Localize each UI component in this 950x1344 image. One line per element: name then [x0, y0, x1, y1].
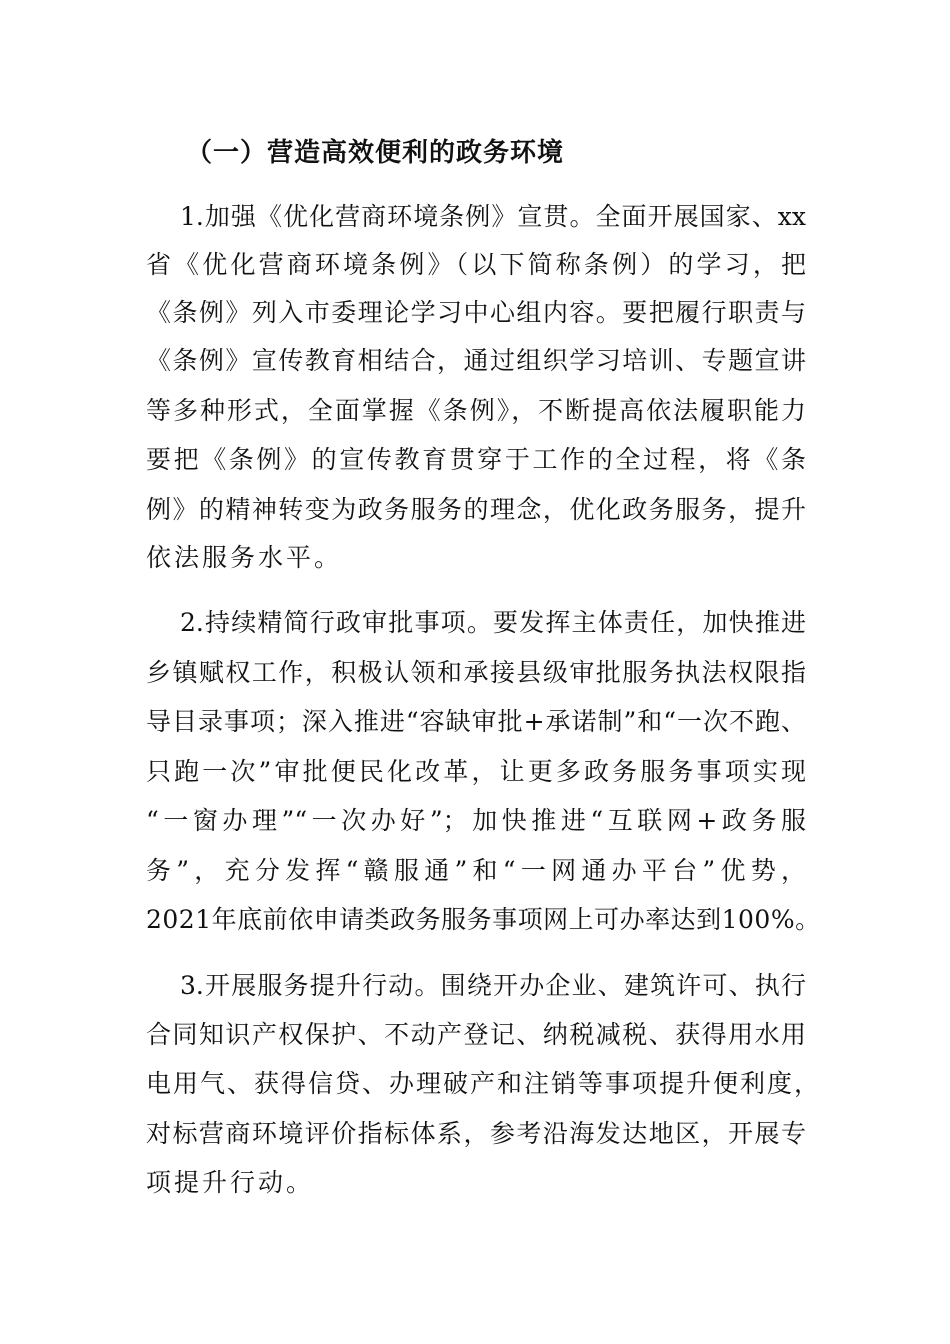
paragraph-2-line-3: 导目录事项；深入推进“容缺审批+承诺制”和“一次不跑、 [146, 707, 806, 736]
paragraph-1-line-5: 等多种形式，全面掌握《条例》，不断提高依法履职能力 [146, 396, 806, 425]
paragraph-3-line-3: 电用气、获得信贷、办理破产和注销等事项提升便利度， [146, 1069, 822, 1098]
paragraph-2-line-7: 2021年底前依申请类政务服务事项网上可办率达到100%。 [146, 905, 821, 934]
paragraph-1-line-6: 要把《条例》的宣传教育贯穿于工作的全过程，将《条 [146, 445, 806, 474]
paragraph-3-line-2: 合同知识产权保护、不动产登记、纳税减税、获得用水用 [146, 1020, 806, 1049]
paragraph-1-line-7: 例》的精神转变为政务服务的理念，优化政务服务，提升 [146, 495, 806, 524]
paragraph-1-line-2: 省《优化营商环境条例》（以下简称条例）的学习，把 [146, 250, 806, 279]
paragraph-2-line-5: “一窗办理”“一次办好”；加快推进“互联网+政务服 [146, 806, 806, 835]
paragraph-1-line-1: 1.加强《优化营商环境条例》宣贯。全面开展国家、xx [180, 202, 806, 231]
paragraph-1-line-3: 《条例》列入市委理论学习中心组内容。要把履行职责与 [146, 298, 806, 327]
paragraph-2-line-1: 2.持续精简行政审批事项。要发挥主体责任，加快推进 [180, 608, 806, 637]
section-heading: （一）营造高效便利的政务环境 [186, 138, 565, 168]
paragraph-2-line-4: 只跑一次”审批便民化改革，让更多政务服务事项实现 [146, 757, 806, 786]
paragraph-1-line-4: 《条例》宣传教育相结合，通过组织学习培训、专题宣讲 [146, 346, 806, 375]
paragraph-1-line-8: 依法服务水平。 [146, 543, 343, 572]
paragraph-3-line-5: 项提升行动。 [146, 1168, 315, 1197]
paragraph-3-line-1: 3.开展服务提升行动。围绕开办企业、建筑许可、执行 [180, 971, 806, 1000]
paragraph-2-line-2: 乡镇赋权工作，积极认领和承接县级审批服务执法权限指 [146, 658, 806, 687]
paragraph-2-line-6: 务”，充分发挥“赣服通”和“一网通办平台”优势， [146, 856, 806, 885]
paragraph-3-line-4: 对标营商环境评价指标体系，参考沿海发达地区，开展专 [146, 1119, 806, 1148]
